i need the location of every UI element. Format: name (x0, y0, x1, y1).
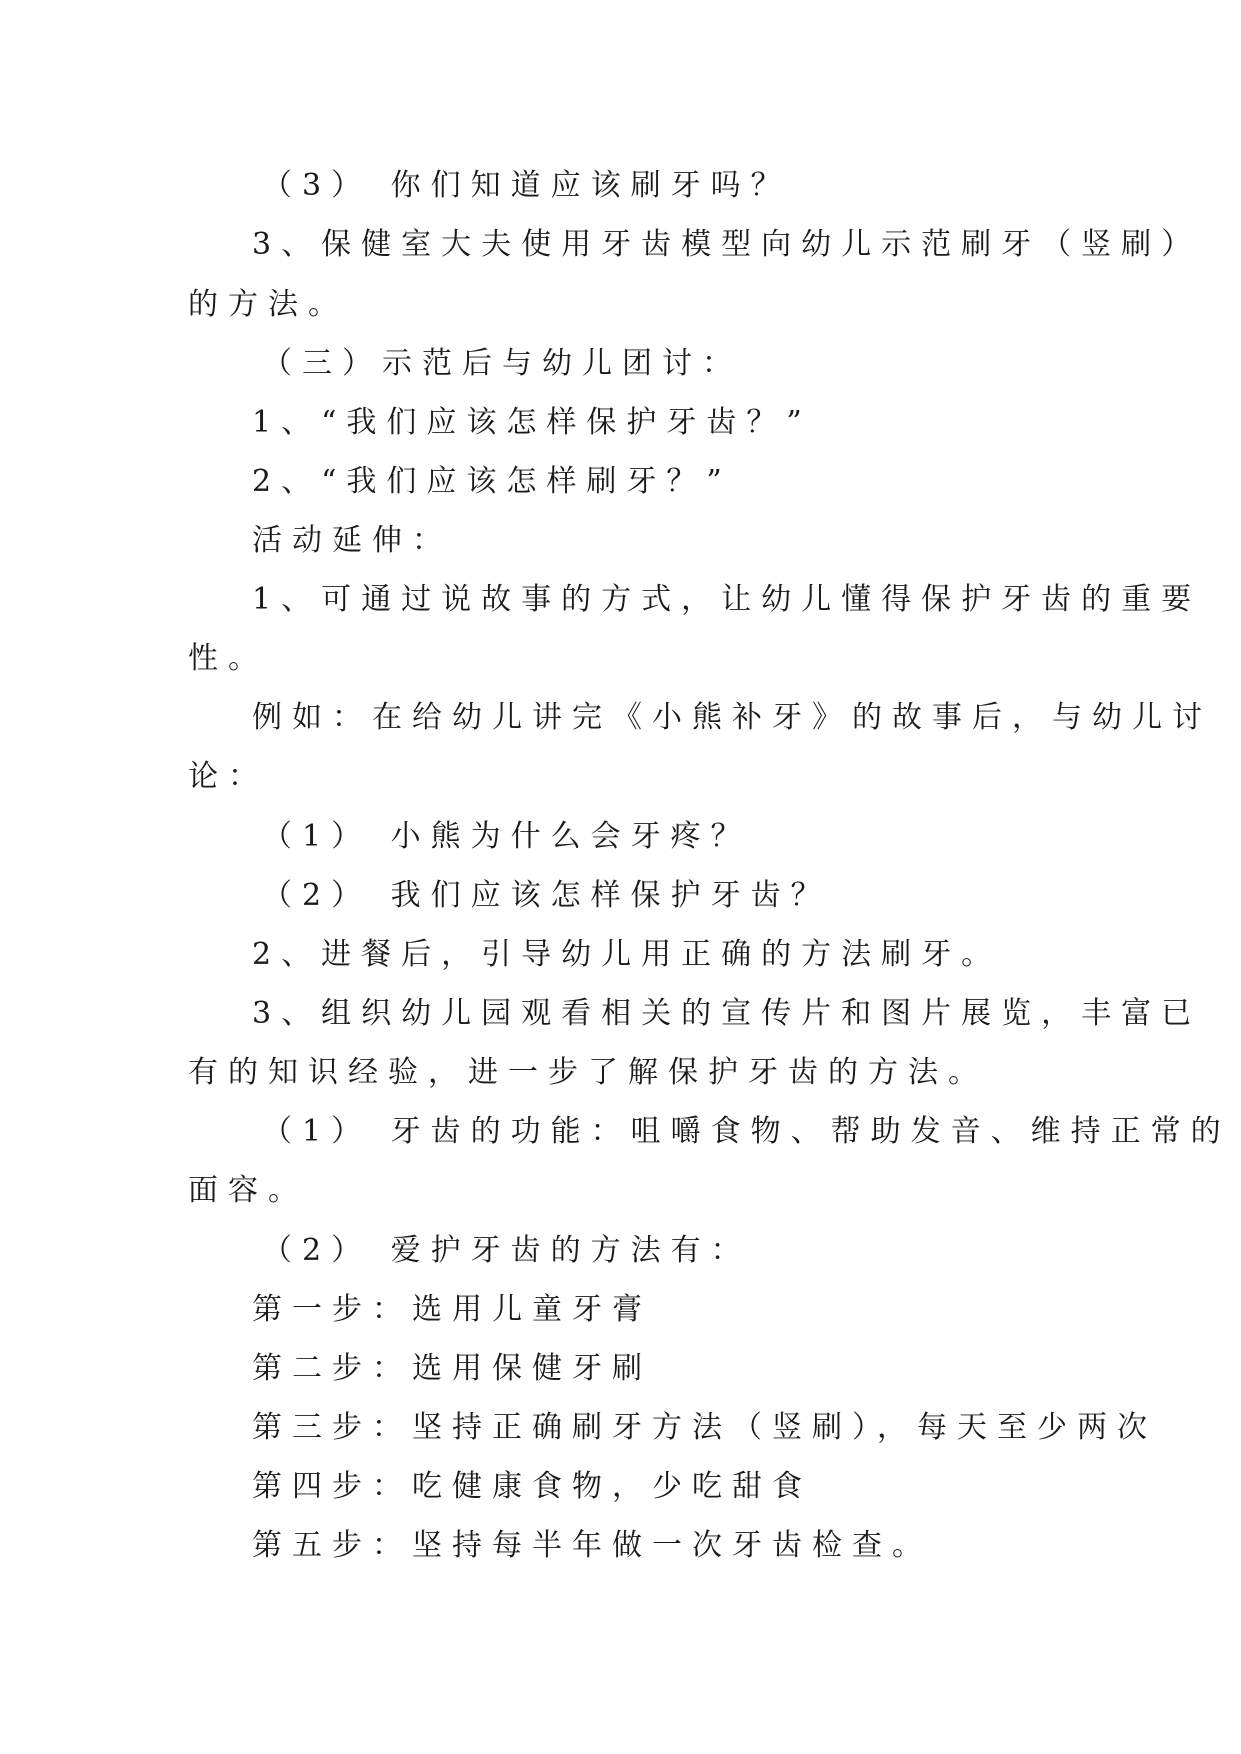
text-line: （1） 小熊为什么会牙疼？ (262, 819, 751, 854)
text-line: 例如：在给幼儿讲完《小熊补牙》的故事后，与幼儿讨 (252, 700, 1212, 735)
text-line: （2） 我们应该怎样保护牙齿？ (262, 878, 831, 913)
text-line: 3、组织幼儿园观看相关的宣传片和图片展览，丰富已 (252, 996, 1202, 1031)
text-line: 2、进餐后，引导幼儿用正确的方法刷牙。 (252, 937, 1002, 972)
text-line: （3） 你们知道应该刷牙吗？ (262, 168, 791, 203)
text-line: 有的知识经验，进一步了解保护牙齿的方法。 (188, 1055, 988, 1090)
text-line: （1） 牙齿的功能：咀嚼食物、帮助发音、维持正常的 (262, 1114, 1231, 1149)
text-line: 第三步：坚持正确刷牙方法（竖刷），每天至少两次 (252, 1410, 1157, 1445)
text-line: 论： (188, 759, 268, 794)
text-line: 活动延伸： (252, 523, 452, 558)
text-line: 3、保健室大夫使用牙齿模型向幼儿示范刷牙（竖刷） (252, 227, 1202, 262)
text-line: 第五步：坚持每半年做一次牙齿检查。 (252, 1528, 932, 1563)
text-line: 1、“我们应该怎样保护牙齿？” (252, 405, 812, 440)
text-line: 1、可通过说故事的方式，让幼儿懂得保护牙齿的重要 (252, 582, 1202, 617)
text-line: 性。 (188, 641, 268, 676)
text-line: 第四步：吃健康食物，少吃甜食 (252, 1469, 812, 1504)
text-line: 第一步：选用儿童牙膏 (252, 1292, 652, 1327)
text-line: 第二步：选用保健牙刷 (252, 1351, 652, 1386)
text-line: （三）示范后与幼儿团讨： (262, 346, 742, 381)
text-line: 2、“我们应该怎样刷牙？” (252, 464, 732, 499)
text-line: 面容。 (188, 1173, 308, 1208)
text-line: （2） 爱护牙齿的方法有： (262, 1233, 751, 1268)
text-line: 的方法。 (188, 287, 348, 322)
